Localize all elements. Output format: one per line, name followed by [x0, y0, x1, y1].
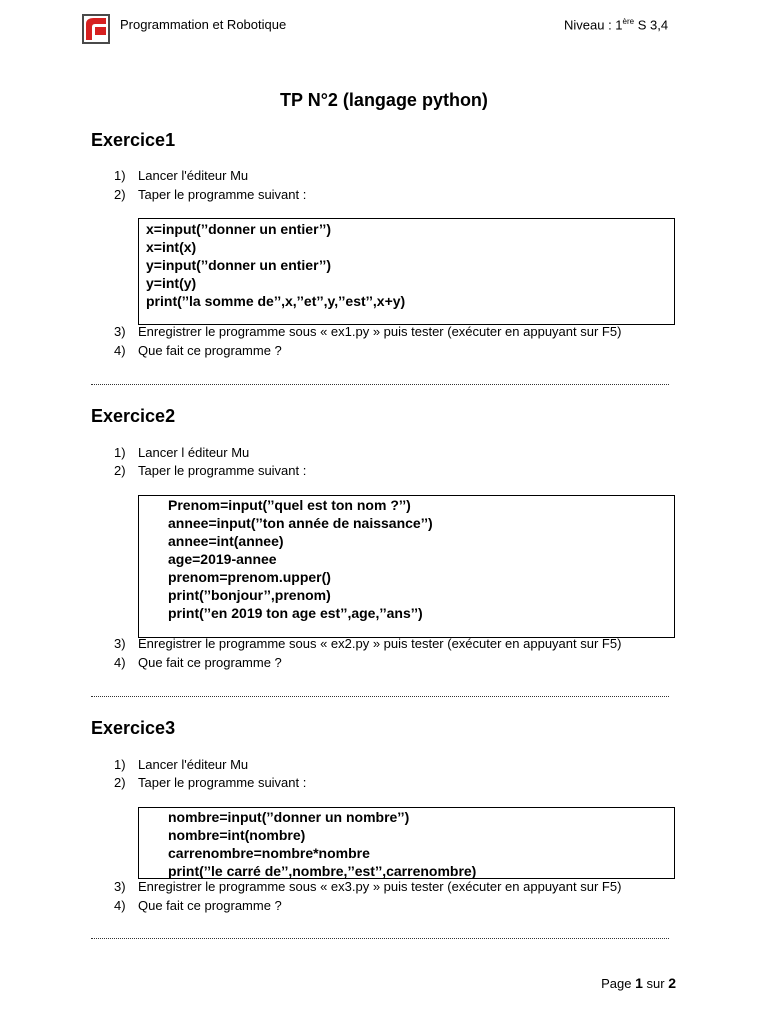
step-number: 4)	[114, 898, 126, 913]
step-text: Taper le programme suivant :	[138, 463, 307, 478]
page-title: TP N°2 (langage python)	[280, 90, 488, 110]
step-number: 2)	[114, 463, 126, 478]
answer-line	[91, 938, 669, 939]
step-text: Enregistrer le programme sous « ex3.py » puis tester (exécuter en appuyant sur F5)	[138, 879, 622, 894]
step-text: Lancer l'éditeur Mu	[138, 168, 249, 183]
step-text: Que fait ce programme ?	[138, 343, 282, 358]
level-label: Niveau : 1ère S 3,4	[564, 17, 669, 33]
code-box-ex3	[138, 807, 675, 879]
step-number: 2)	[114, 775, 126, 790]
step-number: 2)	[114, 187, 126, 202]
step-text: Taper le programme suivant :	[138, 775, 307, 790]
page-number: Page 1 sur 2	[601, 975, 676, 991]
step-text: Lancer l'éditeur Mu	[138, 757, 249, 772]
code-box-ex2	[138, 495, 675, 638]
exercise-1-title: Exercice1	[91, 130, 176, 150]
exercise-2-title: Exercice2	[91, 406, 176, 426]
step-text: Que fait ce programme ?	[138, 898, 282, 913]
step-text: Taper le programme suivant :	[138, 187, 307, 202]
code-line: annee=input(’’ton année de naissance’’)	[168, 515, 433, 531]
step-text: Enregistrer le programme sous « ex1.py » puis tester (exécuter en appuyant sur F5)	[138, 324, 622, 339]
step-number: 1)	[114, 757, 126, 772]
code-line: y=int(y)	[146, 275, 197, 291]
code-box-ex1	[138, 218, 675, 325]
code-line: print(’’le carré de’’,nombre,’’est’’,carrenombre)	[168, 863, 477, 879]
school-logo-icon	[82, 14, 110, 44]
answer-line	[91, 696, 669, 697]
code-line: print(’’la somme de’’,x,’’et’’,y,’’est’’,x+y)	[146, 293, 406, 309]
code-line: age=2019-annee	[168, 551, 277, 567]
step-number: 3)	[114, 324, 126, 339]
code-line: print(’’en 2019 ton age est’’,age,’’ans’’)	[168, 605, 423, 621]
code-line: annee=int(annee)	[168, 533, 284, 549]
step-text: Enregistrer le programme sous « ex2.py » puis tester (exécuter en appuyant sur F5)	[138, 636, 622, 651]
step-number: 4)	[114, 655, 126, 670]
step-text: Que fait ce programme ?	[138, 655, 282, 670]
step-number: 1)	[114, 168, 126, 183]
code-line: y=input(’’donner un entier’’)	[146, 257, 331, 273]
step-number: 3)	[114, 879, 126, 894]
step-number: 3)	[114, 636, 126, 651]
code-line: Prenom=input(’’quel est ton nom ?’’)	[168, 497, 411, 513]
step-text: Lancer l éditeur Mu	[138, 445, 250, 460]
exercise-3-title: Exercice3	[91, 718, 176, 738]
code-line: x=int(x)	[146, 239, 197, 255]
code-line: prenom=prenom.upper()	[168, 569, 331, 585]
code-line: nombre=input(’’donner un nombre’’)	[168, 809, 410, 825]
course-name: Programmation et Robotique	[120, 17, 287, 32]
step-number: 1)	[114, 445, 126, 460]
answer-line	[91, 384, 669, 385]
step-number: 4)	[114, 343, 126, 358]
code-line: x=input(’’donner un entier’’)	[146, 221, 331, 237]
code-line: nombre=int(nombre)	[168, 827, 306, 843]
code-line: carrenombre=nombre*nombre	[168, 845, 370, 861]
code-line: print(’’bonjour’’,prenom)	[168, 587, 331, 603]
